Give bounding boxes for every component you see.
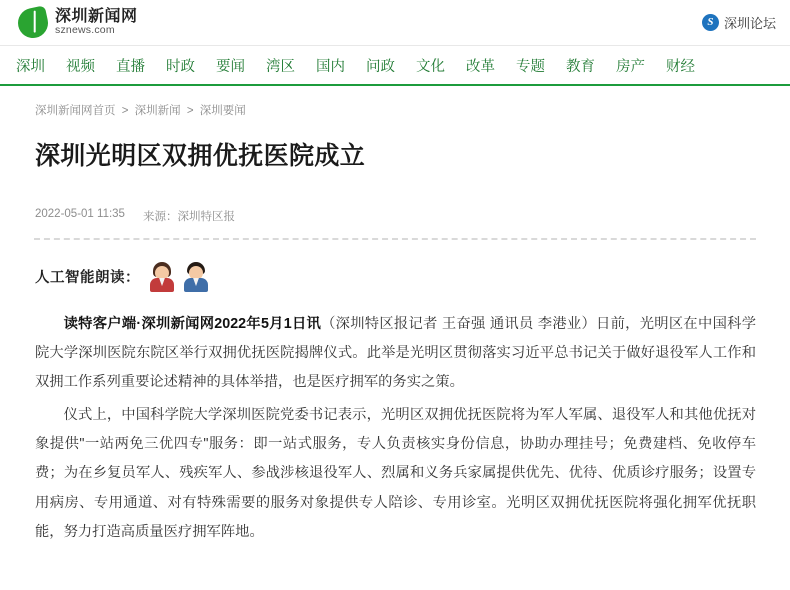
forum-link[interactable] [702,13,776,32]
nav-item-10[interactable]: 专题 [516,58,545,75]
article-meta [35,208,756,224]
tts-bar [35,262,756,292]
article-paragraph-0-text: （深圳特区报记者 王奋强 通讯员 李港业）日前，光明区在中国科学院大学深圳医院东院区举行双拥优抚医院揭牌仪式。此举是光明区贯彻落实习近平总书记关于做好退役军人工作和双拥工作系列重要论述精神的具体举措，也是医疗拥军的务实之策。 [35,315,756,391]
article-paragraph-0 [35,310,756,398]
site-header [0,0,790,46]
nav-item-9[interactable]: 改革 [466,58,495,75]
nav-item-4[interactable]: 要闻 [216,58,245,75]
breadcrumb-item-1[interactable]: 深圳新闻 [134,105,181,117]
page-title: 深圳光明区双拥优抚医院成立 [35,142,366,170]
nav-item-12[interactable]: 房产 [616,58,645,75]
nav-item-6[interactable]: 国内 [316,58,345,75]
sz-forum-icon [702,14,719,31]
content-wrapper [0,86,790,547]
breadcrumb-separator-1: > [186,105,194,117]
divider [34,238,756,240]
forum-link-label: 深圳论坛 [723,16,776,31]
nav-item-2[interactable]: 直播 [116,58,145,75]
nav-item-5[interactable]: 湾区 [266,58,295,75]
article-lead-bold: 读特客户端·深圳新闻网2022年5月1日讯 [63,315,322,332]
site-logo[interactable] [18,8,138,38]
breadcrumb-separator-0: > [121,105,129,117]
tts-label: 人工智能朗读： [35,270,140,287]
nav-item-11[interactable]: 教育 [566,58,595,75]
article-paragraph-1: 仪式上，中国科学院大学深圳医院党委书记表示，光明区双拥优抚医院将为军人军属、退役军人和其他优抚对象提供"一站两免三优四专"服务：即一站式服务，专人负责核实身份信息，协助办理挂号；免费建档、免收停车费；为在乡复员军人、残疾军人、参战涉核退役军人、烈属和义务兵家属提供优先、优待、优质诊疗服务；设置专用病房、专用通道、对有特殊需要的服务对象提供专人陪诊、专用诊室。光明区双拥优抚医院将强化拥军优抚职能，努力打造高质量医疗拥军阵地。 [35,406,756,540]
nav-item-3[interactable]: 时政 [166,58,195,75]
main-navigation [0,46,790,86]
female-anchor-avatar-icon[interactable] [150,262,174,292]
male-anchor-avatar-icon[interactable] [184,262,208,292]
article-source: 来源：深圳特区报 [142,210,235,223]
nav-item-8[interactable]: 文化 [416,58,445,75]
breadcrumb [34,86,756,128]
nav-item-0[interactable]: 深圳 [16,58,45,75]
green-leaf-logo-icon [15,5,51,41]
nav-item-7[interactable]: 问政 [366,58,395,75]
article-body [35,310,756,547]
breadcrumb-item-0[interactable]: 深圳新闻网首页 [35,105,116,117]
nav-item-1[interactable]: 视频 [66,58,95,75]
logo-title-en: sznews.com [55,24,115,37]
article-timestamp: 2022-05-01 11:35 [35,207,125,220]
logo-text [55,9,138,37]
nav-item-13[interactable]: 财经 [666,58,695,75]
breadcrumb-item-2[interactable]: 深圳要闻 [199,105,246,117]
logo-title-cn: 深圳新闻网 [55,7,138,25]
